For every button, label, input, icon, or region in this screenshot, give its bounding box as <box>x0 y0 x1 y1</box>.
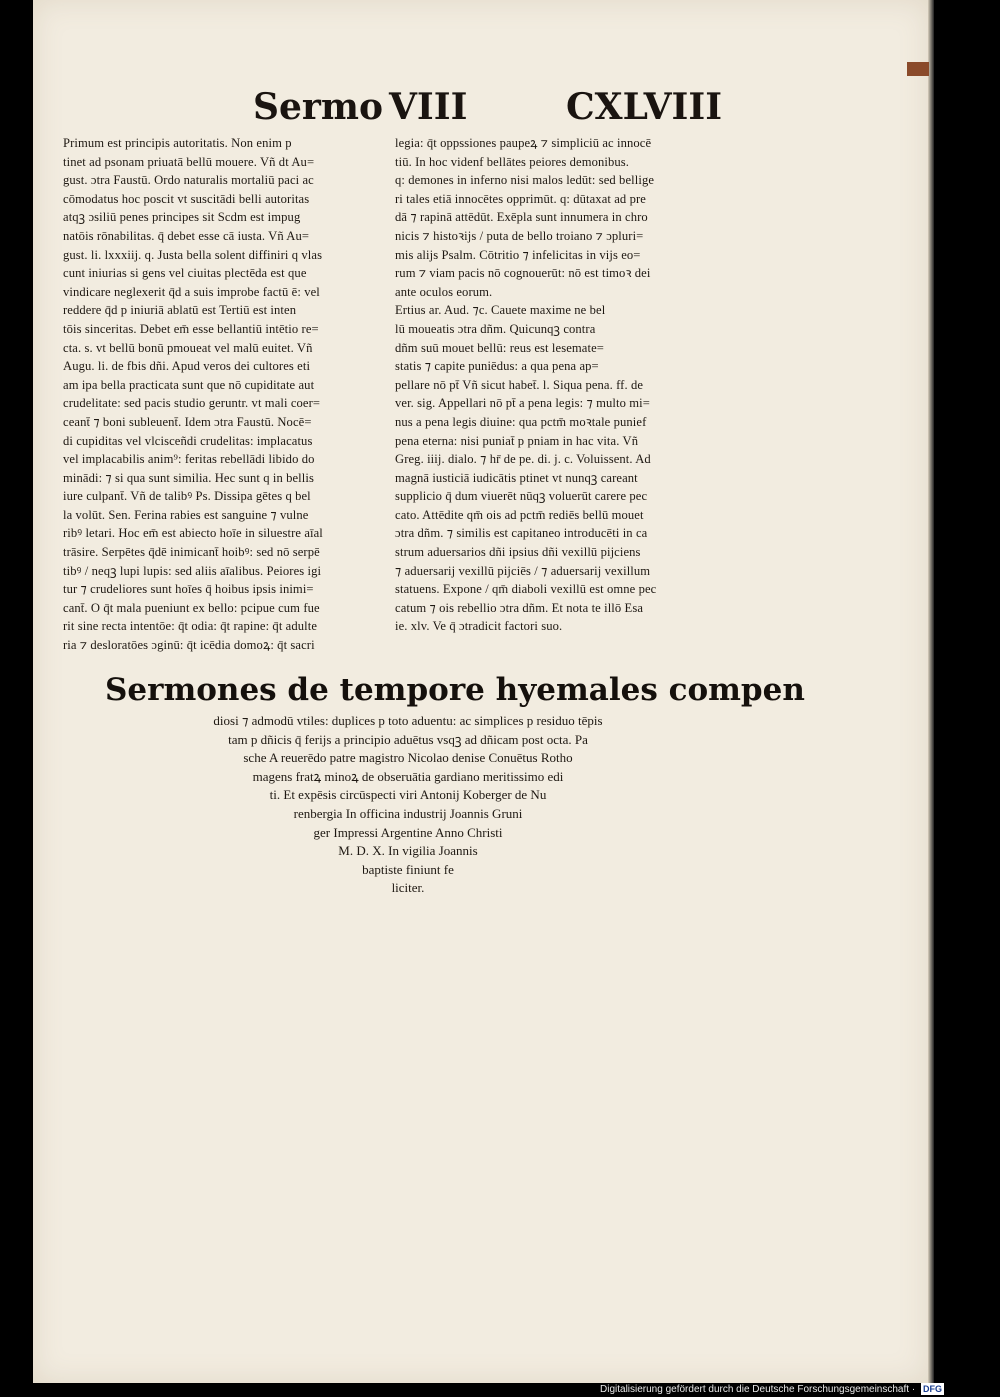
text-line: Primum est principis autoritatis. Non enim p <box>63 136 292 150</box>
text-line: ɔtra dñm. ⁊ similis est capitaneo introducēti in ca <box>395 526 648 541</box>
text-line: tōis sinceritas. Debet em̄ esse bellantiū intētio re= <box>63 321 319 336</box>
text-line: magnā iusticiā iudicātis ptinet vt nunqꝫ careant <box>395 470 638 485</box>
header-sermo: Sermo <box>253 86 383 128</box>
colophon-line: ger Impressi Argentine Anno Christi <box>313 824 503 840</box>
text-column-right <box>395 134 740 636</box>
text-line: iure culpant̄. Vñ de talibꝰ Ps. Dissipa gētes q bel <box>63 489 311 504</box>
text-line: statuens. Expone / qm̄ diaboli vexillū est omne pec <box>395 582 657 597</box>
text-line: rit sine recta intentōe: q̄t odia: q̄t rapine: q̄t adulte <box>63 619 318 634</box>
text-line: ante oculos eorum. <box>395 284 493 299</box>
text-line: crudelitate: sed pacis studio geruntr. vt mali coer= <box>63 396 321 411</box>
text-line: pellare nō pt̄ Vñ sicut habet̄. l. Siqua pena. ff. de <box>395 377 644 392</box>
footer-text: Digitalisierung gefördert durch die Deutsche Forschungsgemeinschaft <box>600 1384 910 1395</box>
text-column-left <box>63 134 403 655</box>
text-line: trāsire. Serpētes q̄dē inimicant̄ hoibꝰ: sed nō serpē <box>63 545 320 560</box>
text-line: nus a pena legis diuine: qua pctm̄ moꝛtale punief <box>395 414 647 429</box>
text-line: mis alijs Psalm. Cōtritio ⁊ infelicitas in vijs eo= <box>395 247 641 262</box>
colophon-line: diosi ⁊ admodū vtiles: duplices p toto aduentu: ac simplices p residuo tēpis <box>213 713 603 728</box>
text-line: cant̄. O q̄t mala pueniunt ex bello: pcipue cum fue <box>63 600 320 615</box>
colophon-line: liciter. <box>391 880 425 896</box>
text-line: strum aduersarios dñi ipsius dñi vexillū pijciens <box>395 545 641 560</box>
text-line: tiū. In hoc videnf bellātes peiores demonibus. <box>395 154 630 169</box>
document-page <box>33 0 929 1383</box>
text-line: supplicio q̄ dum viuerēt nūqꝫ voluerūt carere pec <box>395 489 648 504</box>
colophon-title: Sermones de tempore hyemales compen <box>105 672 805 708</box>
text-line: q: demones in inferno nisi malos ledūt: sed bellige <box>395 173 655 188</box>
text-line: catum ⁊ ois rebellio ɔtra dñm. Et nota te illō Esa <box>395 600 644 615</box>
colophon-line: M. D. X. In vigilia Joannis <box>338 843 478 859</box>
text-line: tur ⁊ crudeliores sunt hoīes q̄ hoibus ipsis inimi= <box>63 582 314 597</box>
text-line: dā ⁊ rapinā attēdūt. Exēpla sunt innumera in chro <box>395 210 648 225</box>
text-line: di cupiditas vel vlcisceñdi crudelitas: implacatus <box>63 433 313 448</box>
text-line: ceant̄ ⁊ boni subleuent̄. Idem ɔtra Faustū. Nocē= <box>63 414 312 429</box>
text-line: la volūt. Sen. Ferina rabies est sanguine ⁊ vulne <box>63 507 309 522</box>
text-line: natōis rōnabilitas. q̄ debet esse cā iusta. Vñ Au= <box>63 228 310 243</box>
text-line: minādi: ⁊ si qua sunt similia. Hec sunt q in bellis <box>63 470 314 485</box>
text-line: vindicare neglexerit q̄d a suis improbe factū ē: vel <box>63 284 320 299</box>
text-line: pena eterna: nisi puniat̄ p pniam in hac vita. Vñ <box>395 433 639 448</box>
text-line: dñm suū mouet bellū: reus est lesemate= <box>395 340 604 355</box>
colophon-line: tam p dñicis q̄ ferijs a principio aduētus vsqꝫ ad dñicam post octa. Pa <box>228 731 588 747</box>
text-line: ⁊ aduersarij vexillū pijciēs / ⁊ aduersarij vexillum <box>395 563 651 578</box>
text-line: gust. ɔtra Faustū. Ordo naturalis mortaliū paci ac <box>63 173 314 188</box>
text-line: tinet ad psonam priuatā bellū mouere. Vñ dt Au= <box>63 154 315 169</box>
text-line: gust. li. lxxxiij. q. Justa bella solent diffiniri q vlas <box>63 247 323 262</box>
text-line: cunt iniurias si gens vel ciuitas plectēda est que <box>63 266 307 281</box>
text-line: Greg. iiij. dialo. ⁊ hr̄ de pe. di. j. c. Voluissent. Ad <box>395 452 651 467</box>
page-tab-mark <box>907 62 929 76</box>
colophon-line: magens fratꝝ minoꝝ de obseruātia gardiano meritissimo edi <box>252 768 564 784</box>
text-line: Ertius ar. Aud. ⁊c. Cauete maxime ne bel <box>395 303 606 318</box>
text-line: atqꝫ ɔsiliū penes principes sit Scdm est impug <box>63 210 301 225</box>
text-line: ver. sig. Appellari nō pt̄ a pena legis: ⁊ multo mi= <box>395 396 650 411</box>
text-line: rum ⁊ viam pacis nō cognouerūt: nō est timoꝛ dei <box>395 266 651 281</box>
text-line: cōmodatus hoc poscit vt suscitādi belli autoritas <box>63 191 310 206</box>
text-line: statis ⁊ capite puniēdus: a qua pena ap= <box>395 359 599 374</box>
dfg-logo: DFG <box>922 1384 942 1394</box>
colophon-line: renbergia In officina industrij Joannis Gruni <box>293 805 523 821</box>
text-line: cato. Attēdite qm̄ ois ad pctm̄ rediēs bellū mouet <box>395 507 644 522</box>
text-line: ie. xlv. Ve q̄ ɔtradicit factori suo. <box>395 619 563 634</box>
colophon-body <box>108 712 708 898</box>
colophon-line: sche A reuerēdo patre magistro Nicolao denise Conuētus Rotho <box>243 750 573 766</box>
text-line: ri tales etiā innocētes opprimūt. q: dūtaxat ad pre <box>395 191 646 206</box>
header-sermon-number: VIII <box>389 86 468 128</box>
page-edge <box>928 0 934 1383</box>
text-line: legia: q̄t oppssiones paupeꝝ ⁊ simpliciū ac innocē <box>395 136 652 150</box>
text-line: am ipa bella practicata sunt que nō cupiditate aut <box>63 377 315 392</box>
running-header <box>33 86 929 132</box>
colophon-line: ti. Et expēsis circūspecti viri Antonij Koberger de Nu <box>269 787 547 803</box>
header-folio-number: CXLVIII <box>566 86 723 128</box>
text-line: reddere q̄d p iniuriā ablatū est Tertiū est inten <box>63 303 297 318</box>
text-line: vel implacabilis anim⁹: feritas rebellādi libido do <box>63 452 315 467</box>
text-line: ria ⁊ desloratōes ɔginū: q̄t icēdia domoꝝ: q̄t sacri <box>63 638 315 653</box>
text-line: cta. s. vt bellū bonū pmoueat vel malū euitet. Vñ <box>63 340 313 355</box>
text-line: nicis ⁊ histoꝛijs / puta de bello troiano ⁊ ɔpluri= <box>395 228 644 243</box>
colophon-line: baptiste finiunt fe <box>362 861 454 877</box>
text-line: lū moueatis ɔtra dñm. Quicunqꝫ contra <box>395 321 596 336</box>
text-line: Augu. li. de fbis dñi. Apud veros dei cultores eti <box>63 359 311 374</box>
text-line: ribꝰ letari. Hoc em̄ est abiecto hoīe in siluestre aīal <box>63 526 323 541</box>
footer-credit: Digitalisierung gefördert durch die Deutsche Forschungsgemeinschaft · DFG <box>600 1384 942 1395</box>
text-line: tibꝰ / neqꝫ lupi lupis: sed aliis aīalibus. Peiores igi <box>63 563 322 578</box>
